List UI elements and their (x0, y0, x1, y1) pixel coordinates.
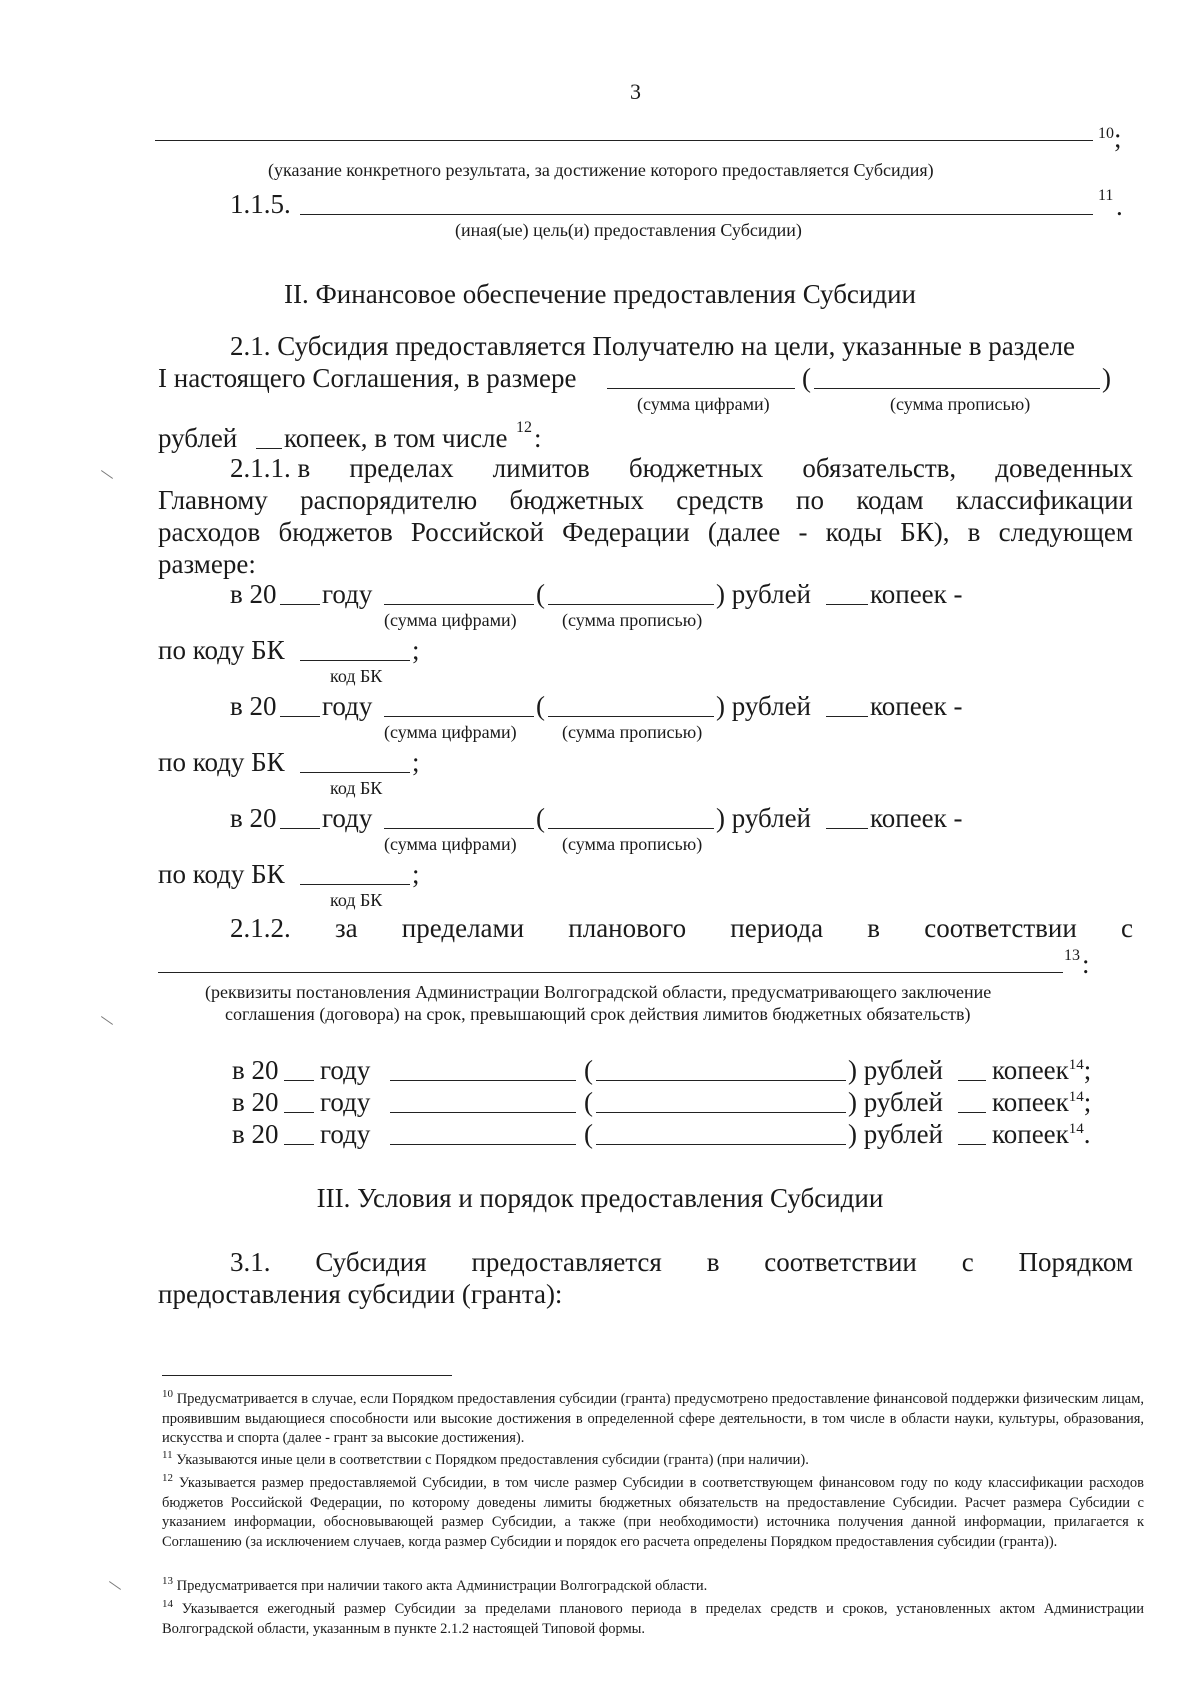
footnote-text: Указывается ежегодный размер Субсидии за пределами планового периода в пределах средств и сроков, установленных актом Администрации Волгоградской области, указанным в пункте 2.1.2 настоящей Типовой формы. (162, 1601, 1144, 1637)
footnote-12 (162, 1474, 1144, 1552)
result-blank-line (155, 140, 1093, 141)
word: Главному (158, 485, 268, 515)
year-word: году (322, 803, 373, 833)
p21-line3b: копеек, в том числе (284, 423, 508, 453)
p211-line1 (230, 452, 1133, 484)
kop-word: копеек (992, 1119, 1069, 1149)
bk-caption: код БК (330, 666, 383, 686)
word: за (334, 913, 358, 943)
rub-label: ) рублей (848, 1087, 944, 1117)
p211-line4: размере: (158, 549, 256, 579)
footnote-11 (162, 1451, 1144, 1471)
kop-blank (958, 1112, 986, 1113)
result-caption: (указание конкретного результата, за достижение которого предоставляется Субсидия) (268, 160, 934, 180)
footnote-14 (162, 1600, 1144, 1639)
footnote-num: 14 (162, 1598, 173, 1611)
page-number: 3 (630, 79, 641, 104)
word: периода (730, 913, 824, 943)
caption-sum-digits: (сумма цифрами) (637, 394, 770, 414)
word: пределах (349, 453, 454, 483)
sum-words-blank (548, 828, 714, 829)
word: 2.1.2. (230, 913, 291, 943)
footnote-ref-14: 14 (1068, 1089, 1084, 1105)
open-paren: ( (802, 363, 811, 393)
sum-digits-blank (607, 388, 795, 389)
kop-blank (826, 716, 868, 717)
bk-semicolon: ; (412, 859, 420, 889)
year-word: году (320, 1119, 371, 1149)
sum-digits-blank (384, 716, 534, 717)
caption-sum-words: (сумма прописью) (562, 834, 703, 854)
word: пределами (401, 913, 525, 943)
footnote-ref-14: 14 (1068, 1057, 1084, 1073)
sum-digits-blank (390, 1080, 576, 1081)
kop-blank (958, 1144, 986, 1145)
year-prefix: в 20 (230, 803, 277, 833)
year-word: году (322, 579, 373, 609)
p21-line1: 2.1. Субсидия предоставляется Получателю на цели, указанные в разделе (230, 331, 1076, 361)
kop-word: копеек (992, 1087, 1069, 1117)
word: обязательств, (802, 453, 957, 483)
sum-words-blank (596, 1144, 846, 1145)
rub-label: ) рублей (716, 803, 812, 833)
other-goals-blank-line (300, 214, 1093, 215)
kop-blank (256, 448, 282, 449)
caption-sum-words: (сумма прописью) (562, 610, 703, 630)
word: кодам (856, 485, 924, 515)
footnote-num: 11 (162, 1449, 173, 1462)
rub-label: ) рублей (716, 579, 812, 609)
word: Субсидия (315, 1247, 427, 1277)
footnote-10 (162, 1390, 1144, 1449)
word: Порядком (1018, 1247, 1133, 1277)
sum-words-blank (814, 388, 1100, 389)
bk-prefix: по коду БК (158, 635, 285, 665)
footnote-separator (162, 1375, 452, 1376)
footnote-text: Предусматривается в случае, если Порядком предоставления субсидии (гранта) предусмотрено предоставление финансовой поддержки физическим лицам, проявившим выдающиеся способности или высокие достижения в определенной сфере деятельности, в том числе в области науки, культуры, образования, искусства и спорта (далее - грант за высокие достижения). (162, 1391, 1144, 1446)
caption-sum-words: (сумма прописью) (890, 394, 1031, 414)
item-1-1-5: 1.1.5. (230, 189, 291, 219)
open-paren: ( (584, 1055, 593, 1085)
requisites-caption-1: (реквизиты постановления Администрации Волгоградской области, предусматривающего заключение (205, 982, 992, 1002)
year-prefix: в 20 (230, 579, 277, 609)
kop-label (992, 1054, 1091, 1086)
scan-mark (109, 1581, 121, 1590)
bk-caption: код БК (330, 778, 383, 798)
year-blank (284, 1080, 314, 1081)
word: соответствии (924, 913, 1077, 943)
bk-prefix: по коду БК (158, 747, 285, 777)
year-prefix: в 20 (232, 1119, 279, 1149)
word: лимитов (492, 453, 590, 483)
year-blank (284, 1112, 314, 1113)
footnote-num: 10 (162, 1388, 173, 1401)
kop-label (992, 1118, 1091, 1150)
p212-line1 (230, 912, 1133, 944)
kop-label: копеек - (870, 803, 963, 833)
sum-words-blank (596, 1080, 846, 1081)
open-paren: ( (584, 1119, 593, 1149)
rub-label: ) рублей (848, 1055, 944, 1085)
sum-words-blank (548, 716, 714, 717)
word: бюджетных (509, 485, 644, 515)
end-punct: . (1083, 1119, 1091, 1149)
bk-caption: код БК (330, 890, 383, 910)
close-paren: ) (1102, 363, 1111, 393)
footnote-ref-12: 12 (516, 419, 532, 436)
open-paren: ( (584, 1087, 593, 1117)
word: распорядителю (300, 485, 478, 515)
word: (далее (707, 517, 781, 547)
bk-semicolon: ; (412, 635, 420, 665)
sum-digits-blank (390, 1112, 576, 1113)
year-prefix: в 20 (232, 1055, 279, 1085)
word: в (967, 517, 981, 547)
word: в (706, 1247, 720, 1277)
end-punct: ; (1083, 1055, 1092, 1085)
footnote-13 (162, 1577, 1144, 1597)
sum-digits-blank (384, 604, 534, 605)
requisites-caption-2: соглашения (договора) на срок, превышающий срок действия лимитов бюджетных обязательств) (225, 1004, 971, 1024)
year-word: году (320, 1087, 371, 1117)
word: по (796, 485, 824, 515)
kop-blank (826, 828, 868, 829)
year-prefix: в 20 (232, 1087, 279, 1117)
year-blank (280, 604, 320, 605)
section-2-heading: II. Финансовое обеспечение предоставления Субсидии (283, 279, 917, 309)
year-prefix: в 20 (230, 691, 277, 721)
bk-semicolon: ; (412, 747, 420, 777)
year-word: году (320, 1055, 371, 1085)
footnote-num: 12 (162, 1472, 173, 1485)
p31-line1 (230, 1246, 1133, 1278)
year-word: году (322, 691, 373, 721)
kop-label: копеек - (870, 691, 963, 721)
word: Российской (410, 517, 544, 547)
p21-line2a: I настоящего Соглашения, в размере (158, 363, 577, 393)
word: - (798, 517, 808, 547)
word: доведенных (995, 453, 1133, 483)
word: бюджетных (628, 453, 764, 483)
kop-label: копеек - (870, 579, 963, 609)
word: планового (568, 913, 687, 943)
open-paren: ( (536, 691, 545, 721)
sum-words-blank (548, 604, 714, 605)
word: средств (676, 485, 764, 515)
word: с (961, 1247, 974, 1277)
period: . (1116, 191, 1123, 221)
word: следующем (998, 517, 1133, 547)
word: предоставляется (471, 1247, 662, 1277)
footnote-ref-13: 13 (1064, 947, 1080, 964)
footnote-ref-14: 14 (1068, 1121, 1084, 1137)
scan-mark (101, 1016, 113, 1025)
p31-line2: предоставления субсидии (гранта): (158, 1279, 563, 1309)
kop-blank (826, 604, 868, 605)
bk-blank (300, 772, 410, 773)
word: 3.1. (230, 1247, 271, 1277)
sum-digits-blank (384, 828, 534, 829)
kop-blank (958, 1080, 986, 1081)
semicolon: ; (1114, 123, 1122, 153)
word: Федерации (562, 517, 690, 547)
caption-sum-digits: (сумма цифрами) (384, 610, 517, 630)
colon: : (1082, 949, 1090, 979)
sum-words-blank (596, 1112, 846, 1113)
bk-blank (300, 884, 410, 885)
footnote-text: Предусматривается при наличии такого акта Администрации Волгоградской области. (176, 1578, 708, 1594)
footnote-ref-10: 10 (1098, 125, 1114, 142)
requisites-blank-line (158, 972, 1063, 973)
footnote-ref-11: 11 (1098, 187, 1114, 204)
footnote-num: 13 (162, 1575, 173, 1588)
footnote-text: Указывается размер предоставляемой Субсидии, в том числе размер Субсидии в соответствующем финансовом году по коду классификации расходов бюджетов Российской Федерации, по которому доведены лимиты бюджетных обязательств на предоставление Субсидии. Расчет размера Субсидии с указанием информации, обосновывающей размер Субсидии, а также (при необходимости) источника получения данной информации, прилагается к Соглашению (за исключением случаев, когда размер Субсидии и порядок его расчета определены Порядком предоставления субсидии (гранта)). (162, 1475, 1145, 1550)
kop-word: копеек (992, 1055, 1069, 1085)
open-paren: ( (536, 579, 545, 609)
year-blank (280, 828, 320, 829)
p21-line3a: рублей (158, 423, 238, 453)
caption-sum-words: (сумма прописью) (562, 722, 703, 742)
word: расходов (158, 517, 261, 547)
year-blank (284, 1144, 314, 1145)
p211-line2 (158, 484, 1133, 516)
caption-sum-digits: (сумма цифрами) (384, 834, 517, 854)
rub-label: ) рублей (848, 1119, 944, 1149)
scan-mark (101, 470, 113, 479)
word: бюджетов (278, 517, 393, 547)
word: БК), (900, 517, 950, 547)
year-blank (280, 716, 320, 717)
end-punct: ; (1083, 1087, 1092, 1117)
bk-prefix: по коду БК (158, 859, 285, 889)
word: классификации (956, 485, 1133, 515)
bk-blank (300, 660, 410, 661)
word: 2.1.1. в (230, 453, 311, 483)
open-paren: ( (536, 803, 545, 833)
word: в (867, 913, 881, 943)
word: с (1120, 913, 1133, 943)
caption-sum-digits: (сумма цифрами) (384, 722, 517, 742)
word: коды (825, 517, 883, 547)
footnote-text: Указываются иные цели в соответствии с Порядком предоставления субсидии (гранта) (при наличии). (176, 1452, 809, 1468)
colon: : (534, 423, 542, 453)
rub-label: ) рублей (716, 691, 812, 721)
p211-line3 (158, 516, 1133, 548)
section-3-heading: III. Условия и порядок предоставления Субсидии (316, 1183, 884, 1213)
kop-label (992, 1086, 1091, 1118)
word: соответствии (764, 1247, 917, 1277)
sum-digits-blank (390, 1144, 576, 1145)
other-goals-caption: (иная(ые) цель(и) предоставления Субсидии) (455, 220, 802, 240)
